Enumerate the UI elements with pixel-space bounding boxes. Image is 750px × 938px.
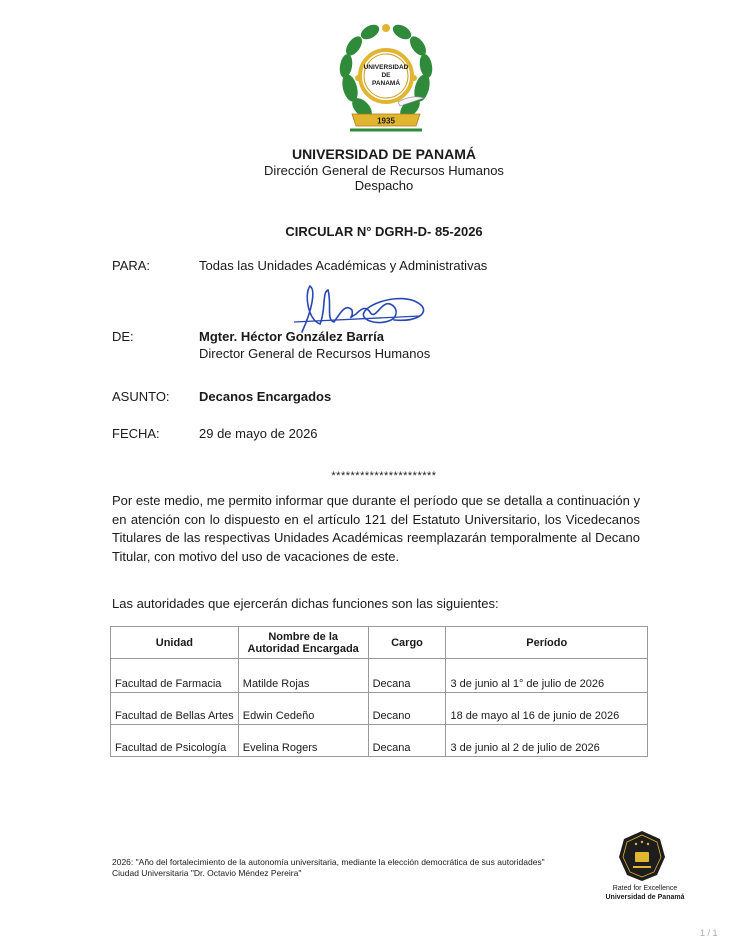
- asunto-value: Decanos Encargados: [199, 389, 332, 404]
- excellence-badge-icon: [617, 829, 667, 883]
- cell-periodo: 18 de mayo al 16 de junio de 2026: [446, 693, 648, 725]
- department-name: Dirección General de Recursos Humanos: [264, 163, 504, 178]
- header-nombre-line2: Autoridad Encargada: [247, 642, 359, 655]
- cell-cargo: Decana: [368, 725, 446, 757]
- authorities-table: [110, 626, 648, 757]
- university-seal-logo: [332, 22, 440, 142]
- fecha-label: FECHA:: [112, 426, 160, 441]
- cell-nombre: Matilde Rojas: [238, 659, 368, 693]
- body-paragraph: Por este medio, me permito informar que durante el período que se detalla a continuación y en atención con lo dispuesto en el artículo 121 del Estatuto Universitario, los Vicedecanos Titulares de las respectivas Unidades Académicas reemplazarán temporalmente al Decano Titular, con motivo del uso de vacaciones de este.: [112, 493, 640, 564]
- cell-nombre: Evelina Rogers: [238, 725, 368, 757]
- cell-nombre: Edwin Cedeño: [238, 693, 368, 725]
- table-intro: Las autoridades que ejercerán dichas funciones son las siguientes:: [112, 596, 499, 611]
- university-name: UNIVERSIDAD DE PANAMÁ: [291, 146, 477, 162]
- de-name: Mgter. Héctor González Barría: [199, 329, 384, 344]
- de-title: Director General de Recursos Humanos: [199, 346, 431, 361]
- badge-label: Rated for Excellence: [612, 885, 678, 892]
- seal-text-2: DE: [381, 72, 391, 79]
- de-label: DE:: [112, 329, 134, 344]
- office-name: Despacho: [354, 178, 414, 193]
- para-value: Todas las Unidades Académicas y Administrativas: [199, 258, 488, 273]
- footer-address: Ciudad Universitaria "Dr. Octavio Méndez Pereira": [112, 868, 302, 878]
- table-row: [111, 659, 648, 693]
- header-periodo: Período: [446, 627, 648, 659]
- cell-cargo: Decano: [368, 693, 446, 725]
- badge-org: Universidad de Panamá: [605, 894, 685, 901]
- table-header-row: [111, 627, 648, 659]
- seal-text-3: PANAMÁ: [371, 80, 401, 87]
- seal-text-1: UNIVERSIDAD: [363, 64, 409, 71]
- cell-unidad: Facultad de Bellas Artes: [111, 693, 239, 725]
- table-row: [111, 725, 648, 757]
- header-nombre-line1: Nombre de la: [268, 630, 339, 643]
- cell-periodo: 3 de junio al 1° de julio de 2026: [446, 659, 648, 693]
- fecha-value: 29 de mayo de 2026: [199, 426, 318, 441]
- header-unidad: Unidad: [111, 627, 239, 659]
- header-cargo: Cargo: [368, 627, 446, 659]
- asunto-label: ASUNTO:: [112, 389, 170, 404]
- cell-periodo: 3 de junio al 2 de julio de 2026: [446, 725, 648, 757]
- cell-unidad: Facultad de Farmacia: [111, 659, 239, 693]
- table-row: [111, 693, 648, 725]
- separator: **********************: [331, 470, 437, 482]
- circular-number: CIRCULAR N° DGRH-D- 85-2026: [285, 224, 483, 239]
- page-number: 1 / 1: [700, 928, 718, 938]
- cell-cargo: Decana: [368, 659, 446, 693]
- footer-motto: 2026: "Año del fortalecimiento de la autonomía universitaria, mediante la elección democrática de sus autoridades": [112, 857, 545, 867]
- seal-year: 1935: [377, 116, 395, 126]
- header-nombre: [238, 627, 368, 659]
- para-label: PARA:: [112, 258, 151, 273]
- cell-unidad: Facultad de Psicología: [111, 725, 239, 757]
